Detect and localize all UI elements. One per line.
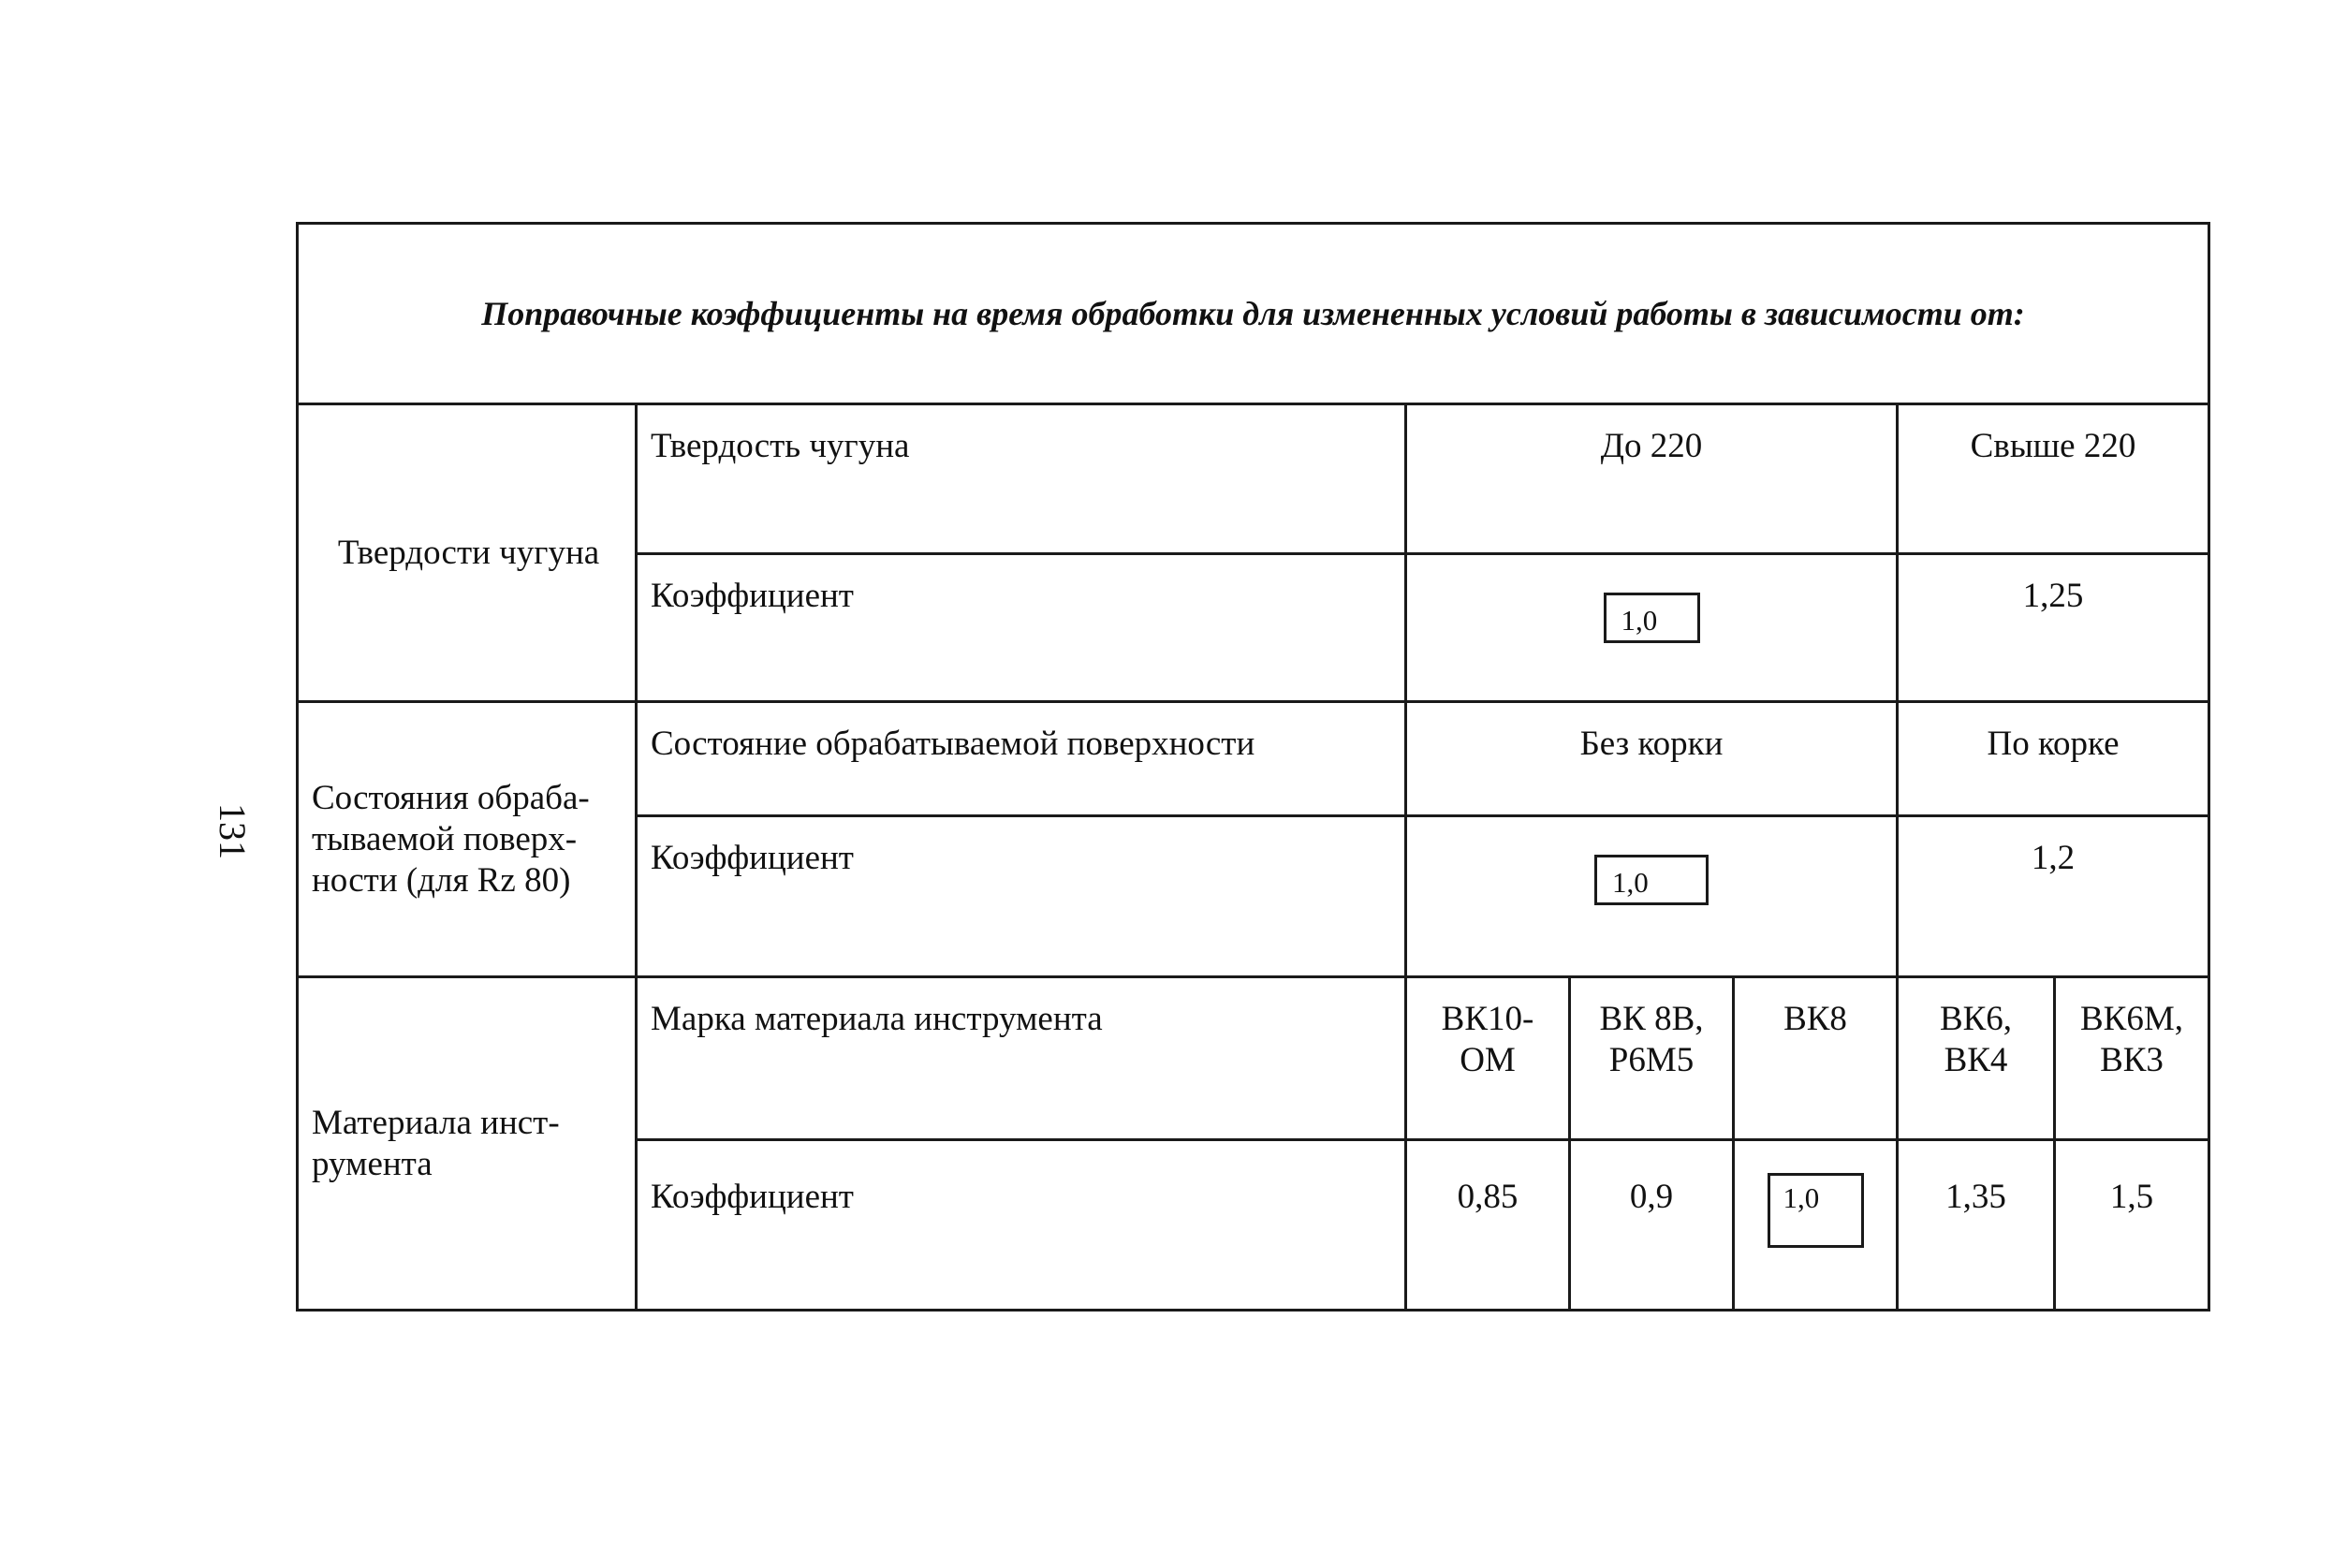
- option-line: ВК6,: [1939, 1000, 2013, 1038]
- option-line: ОМ: [1460, 1041, 1516, 1079]
- coef-label: Коэффициент: [637, 554, 1406, 702]
- group-label-line: тываемой поверх-: [312, 819, 578, 858]
- table-title: Поправочные коэффициенты на время обработки для измененных условий работы в зависимости от:: [298, 224, 2209, 404]
- coef-label: Коэффициент: [637, 1140, 1406, 1311]
- coef-cell: 1,5: [2055, 1140, 2209, 1311]
- option-line: ВК 8В,: [1599, 1000, 1704, 1038]
- option-cell: Свыше 220: [1898, 404, 2209, 554]
- table-row: [298, 702, 2209, 816]
- option-cell: [2055, 977, 2209, 1140]
- coef-cell: 0,85: [1406, 1140, 1570, 1311]
- highlighted-coef: 1,0: [1768, 1173, 1864, 1248]
- coef-cell: 1,2: [1898, 816, 2209, 977]
- coef-cell: [1406, 554, 1898, 702]
- option-cell: [1570, 977, 1734, 1140]
- group-label-line: ности (для Rz 80): [312, 860, 571, 900]
- correction-coefficients-table: [296, 222, 2210, 1312]
- highlighted-coef: 1,0: [1604, 593, 1700, 643]
- coef-cell: [1734, 1140, 1898, 1311]
- group-label-surface: [298, 702, 637, 977]
- option-cell: Без корки: [1406, 702, 1898, 816]
- param-label: Состояние обрабатываемой поверхности: [637, 702, 1406, 816]
- param-label: Твердость чугуна: [637, 404, 1406, 554]
- group-label-line: румента: [312, 1144, 433, 1183]
- coef-cell: 0,9: [1570, 1140, 1734, 1311]
- param-label: Марка материала инструмента: [637, 977, 1406, 1140]
- option-line: ВК10-: [1441, 1000, 1534, 1038]
- highlighted-coef: 1,0: [1594, 855, 1709, 905]
- option-line: ВК6М,: [2080, 1000, 2184, 1038]
- table-row: [298, 404, 2209, 554]
- option-line: ВК4: [1944, 1041, 2008, 1079]
- option-cell: [1734, 977, 1898, 1140]
- option-line: ВК8: [1783, 1000, 1847, 1038]
- coef-cell: 1,25: [1898, 554, 2209, 702]
- option-line: ВК3: [2100, 1041, 2164, 1079]
- coef-cell: 1,35: [1898, 1140, 2055, 1311]
- option-cell: До 220: [1406, 404, 1898, 554]
- coef-label: Коэффициент: [637, 816, 1406, 977]
- group-label-tool-material: [298, 977, 637, 1311]
- table-row: [298, 977, 2209, 1140]
- group-label-line: Материала инст-: [312, 1103, 560, 1142]
- title-row: [298, 224, 2209, 404]
- option-line: Р6М5: [1608, 1041, 1695, 1079]
- coef-cell: [1406, 816, 1898, 977]
- option-cell: [1898, 977, 2055, 1140]
- group-label-hardness: Твердости чугуна: [298, 404, 637, 702]
- option-cell: [1406, 977, 1570, 1140]
- page-number: 131: [212, 803, 254, 859]
- option-cell: По корке: [1898, 702, 2209, 816]
- group-label-line: Состояния обраба-: [312, 778, 590, 817]
